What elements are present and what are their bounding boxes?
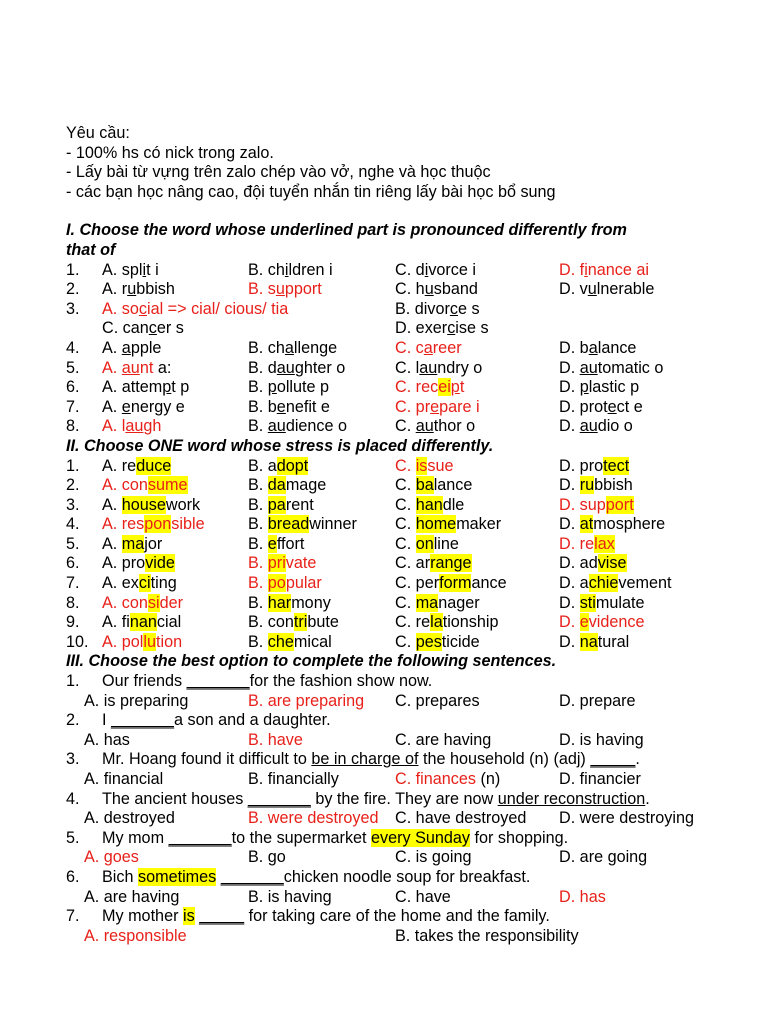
option-c-answer: C. issue — [395, 456, 454, 475]
option-d: D. rubbish — [559, 476, 633, 495]
option-d: D. audio o — [559, 417, 633, 436]
question-number: 3. — [66, 750, 80, 769]
option-b-answer: B. support — [248, 280, 322, 299]
question-row — [66, 280, 730, 300]
option-a-answer: A. aunt a: — [102, 358, 172, 377]
option-c: C. is going — [395, 848, 472, 867]
option-d: D. financier — [559, 770, 641, 788]
question-number: 3. — [66, 495, 80, 514]
option-d: D. prepare — [559, 691, 636, 710]
question-row — [66, 535, 730, 555]
option-d-answer: D. support — [559, 495, 634, 514]
question-text: Our friends _______for the fashion show now. — [102, 672, 433, 691]
option-b: B. audience o — [248, 417, 348, 436]
option-d: D. protect — [559, 456, 630, 475]
question-number: 6. — [66, 867, 80, 886]
option-d: D. natural — [559, 632, 630, 651]
option-c-answer: C. finances (n) — [395, 770, 501, 788]
section-heading: that of — [66, 240, 116, 259]
option-d: D. is having — [559, 730, 644, 749]
question-stem — [66, 790, 730, 810]
option-c: C. laundry o — [395, 358, 483, 377]
option-b: B. adopt — [248, 456, 309, 475]
question-row — [66, 574, 730, 594]
question-text: I _______a son and a daughter. — [102, 711, 331, 730]
option-b: B. pollute p — [248, 378, 330, 397]
option-a-answer: A. responsible — [84, 926, 187, 945]
option-a: A. major — [102, 534, 163, 553]
option-b-answer: B. are preparing — [248, 691, 365, 710]
option-d: D. were destroying — [559, 809, 694, 828]
option-a: A. exciting — [102, 574, 177, 593]
question-number: 5. — [66, 534, 80, 553]
options-row — [66, 927, 730, 947]
option-c: C. husband — [395, 280, 478, 299]
option-b-answer: B. were destroyed — [248, 809, 379, 828]
option-a: A. are having — [84, 887, 180, 906]
question-number: 9. — [66, 613, 80, 632]
option-d: D. plastic p — [559, 378, 640, 397]
question-number: 8. — [66, 417, 80, 436]
option-b: B. chemical — [248, 632, 332, 651]
question-stem — [66, 711, 730, 731]
option-a: A. financial — [102, 613, 182, 632]
question-stem — [66, 829, 730, 849]
option-d: D. are going — [559, 848, 648, 867]
option-c: C. are having — [395, 730, 492, 749]
option-b: B. harmony — [248, 593, 331, 612]
option-a: A. split i — [102, 260, 159, 279]
option-b: B. divorce s — [395, 299, 480, 318]
option-a-answer: A. goes — [84, 848, 139, 867]
question-row — [66, 398, 730, 418]
option-a-answer: A. pollution — [102, 632, 183, 651]
option-a: A. energy e — [102, 397, 185, 416]
option-c-answer: C. career — [395, 338, 462, 357]
options-row — [66, 888, 730, 908]
option-c: C. manager — [395, 593, 480, 612]
question-number: 2. — [66, 280, 80, 299]
option-d: D. atmosphere — [559, 515, 666, 534]
option-c-answer: C. prepare i — [395, 397, 480, 416]
question-number: 5. — [66, 358, 80, 377]
question-row — [66, 300, 730, 320]
question-stem — [66, 907, 730, 927]
question-number: 2. — [66, 476, 80, 495]
option-d-answer: D. evidence — [559, 613, 645, 632]
option-a-answer: A. consume — [102, 476, 188, 495]
option-c: C. cancer s — [102, 319, 184, 338]
option-d: D. exercise s — [395, 319, 489, 338]
option-d-answer: D. relax — [559, 534, 615, 553]
option-b-answer: B. private — [248, 554, 317, 573]
question-number: 10. — [66, 632, 89, 651]
options-row — [66, 692, 730, 712]
question-row — [66, 594, 730, 614]
question-number: 7. — [66, 397, 80, 416]
question-row — [66, 261, 730, 281]
options-row — [66, 809, 730, 829]
option-c: C. homemaker — [395, 515, 502, 534]
question-row — [66, 633, 730, 653]
option-b: B. is having — [248, 887, 332, 906]
question-number: 1. — [66, 456, 80, 475]
option-a-answer: A. responsible — [102, 515, 205, 534]
question-row — [66, 359, 730, 379]
question-stem — [66, 868, 730, 888]
question-row — [66, 554, 730, 574]
option-a: A. rubbish — [102, 280, 175, 299]
option-d: D. achievement — [559, 574, 672, 593]
option-b: B. financially — [248, 770, 339, 788]
option-c: C. have destroyed — [395, 809, 527, 828]
option-c: C. divorce i — [395, 260, 476, 279]
question-row — [66, 476, 730, 496]
requirements — [66, 124, 730, 202]
option-c: C. prepares — [395, 691, 480, 710]
option-a: A. attempt p — [102, 378, 190, 397]
question-number: 3. — [66, 299, 80, 318]
requirements-title: Yêu cầu: — [66, 124, 130, 142]
question-text: My mom _______to the supermarket every Sunday for shopping. — [102, 828, 569, 847]
option-d: D. vulnerable — [559, 280, 655, 299]
option-b: B. benefit e — [248, 397, 330, 416]
question-number: 6. — [66, 378, 80, 397]
question-row — [66, 417, 730, 437]
option-c: C. handle — [395, 495, 465, 514]
option-c: C. performance — [395, 574, 507, 593]
section-stress — [66, 437, 730, 653]
question-number: 2. — [66, 711, 80, 730]
options-row — [66, 731, 730, 751]
option-a: A. destroyed — [84, 809, 175, 828]
option-b: B. children i — [248, 260, 333, 279]
option-d: D. balance — [559, 338, 637, 357]
question-row — [66, 457, 730, 477]
option-a: A. housework — [102, 495, 201, 514]
option-b: B. daughter o — [248, 358, 346, 377]
option-b: B. contribute — [248, 613, 339, 632]
option-b: B. damage — [248, 476, 327, 495]
question-text: Mr. Hoang found it difficult to be in charge of the household (n) (adj) _____. — [102, 750, 640, 769]
options-row — [66, 848, 730, 868]
question-number: 7. — [66, 907, 80, 926]
section-heading: I. Choose the word whose underlined part is pronounced differently from — [66, 221, 627, 240]
option-a: A. has — [84, 730, 130, 749]
question-row — [66, 339, 730, 359]
option-a-answer: A. social => cial/ cious/ tia — [102, 299, 289, 318]
section-heading: II. Choose ONE word whose stress is placed differently. — [66, 436, 494, 455]
requirement-line: - các bạn học nâng cao, đội tuyển nhắn tin riêng lấy bài học bổ sung — [66, 182, 556, 201]
option-b: B. takes the responsibility — [395, 926, 579, 945]
option-a: A. is preparing — [84, 691, 189, 710]
option-b: B. go — [248, 848, 286, 867]
section-pronunciation — [66, 221, 730, 437]
question-number: 4. — [66, 338, 80, 357]
options-row — [66, 770, 730, 790]
option-d-answer: D. has — [559, 887, 606, 906]
question-stem — [66, 750, 730, 770]
option-a: A. provide — [102, 554, 175, 573]
section-heading: III. Choose the best option to complete the following sentences. — [66, 652, 557, 671]
option-d-answer: D. finance ai — [559, 260, 649, 279]
question-number: 1. — [66, 260, 80, 279]
question-row — [66, 515, 730, 535]
question-number: 8. — [66, 593, 80, 612]
question-number: 1. — [66, 672, 80, 691]
option-c: C. pesticide — [395, 632, 480, 651]
question-text: My mother is _____ for taking care of the home and the family. — [102, 907, 550, 926]
option-d: D. protect e — [559, 397, 643, 416]
option-c-answer: C. receipt — [395, 378, 465, 397]
worksheet — [66, 124, 730, 946]
question-number: 4. — [66, 515, 80, 534]
option-a-answer: A. laugh — [102, 417, 162, 436]
option-a-answer: A. consider — [102, 593, 184, 612]
question-row — [66, 496, 730, 516]
section-sentences — [66, 652, 730, 946]
option-a: A. financial — [84, 770, 164, 788]
question-number: 6. — [66, 554, 80, 573]
question-stem — [66, 672, 730, 692]
option-c: C. balance — [395, 476, 473, 495]
option-b-answer: B. popular — [248, 574, 322, 593]
option-d: D. stimulate — [559, 593, 645, 612]
option-c: C. online — [395, 534, 459, 553]
question-number: 5. — [66, 828, 80, 847]
option-b: B. parent — [248, 495, 314, 514]
question-number: 4. — [66, 789, 80, 808]
requirement-line: - Lấy bài từ vựng trên zalo chép vào vở, nghe và học thuộc — [66, 163, 491, 182]
requirement-line: - 100% hs có nick trong zalo. — [66, 143, 274, 162]
option-d: D. automatic o — [559, 358, 664, 377]
question-row — [66, 378, 730, 398]
option-c: C. have — [395, 887, 451, 906]
question-row — [66, 319, 730, 339]
question-text: Bich sometimes _______chicken noodle soup for breakfast. — [102, 867, 531, 886]
option-a: A. apple — [102, 338, 162, 357]
question-number: 7. — [66, 574, 80, 593]
option-b: B. challenge — [248, 338, 338, 357]
option-c: C. relationship — [395, 613, 499, 632]
option-b-answer: B. have — [248, 730, 303, 749]
option-c: C. arrange — [395, 554, 472, 573]
option-a: A. reduce — [102, 456, 172, 475]
option-b: B. effort — [248, 534, 305, 553]
question-text: The ancient houses _______ by the fire. They are now under reconstruction. — [102, 789, 650, 808]
option-c: C. author o — [395, 417, 476, 436]
question-row — [66, 613, 730, 633]
option-d: D. advise — [559, 554, 627, 573]
option-b: B. breadwinner — [248, 515, 357, 534]
